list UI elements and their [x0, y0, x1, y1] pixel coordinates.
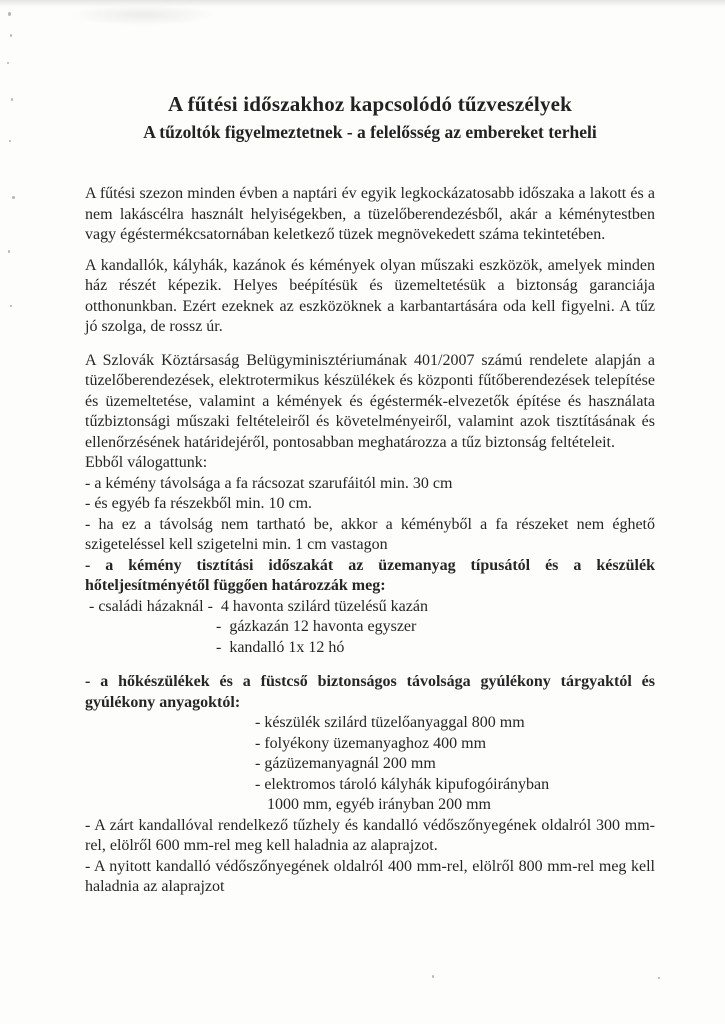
- scan-speck: [658, 977, 660, 979]
- intro-paragraph-1: A fűtési szezon minden évben a naptári év egyik legkockázatosabb időszaka a lakott és a nem lakáscélra használt helyiségekben, a tüzelőberendezésből, akár a kéménytestben vagy égéstermékcsatornában keletkező tüzek megnövekedett száma tekintetében.: [85, 185, 655, 243]
- open-fireplace-paragraph: - A nyitott kandalló védőszőnyegének oldalról 400 mm-rel, elölről 800 mm-rel meg kell haladnia az alaprajzot: [85, 857, 655, 895]
- closed-fireplace-paragraph: - A zárt kandallóval rendelkező tűzhely és kandalló védőszőnyegének oldalról 300 mm-rel, elölről 600 mm-rel meg kell haladnia az alaprajzot.: [85, 816, 655, 854]
- safe-distance-heading: - a hőkészülékek és a füstcső biztonságos távolsága gyúlékony tárgyaktól és gyúlékony anyagoktól:: [85, 673, 655, 711]
- document-title: A fűtési időszakhoz kapcsolódó tűzveszélyek: [167, 92, 573, 116]
- distance-liquid-fuel-line: - folyékony üzemanyaghoz 400 mm: [255, 734, 487, 752]
- distance-electric-stove-line: - elektromos tároló kályhák kipufogóirányban: [255, 775, 550, 793]
- selection-item-insulation: - ha ez a távolság nem tartható be, akkor a kéményből a fa részeket nem éghető szigeteléssel kell szigetelni min. 1 cm vastagon: [85, 515, 655, 553]
- distance-electric-stove-line-cont: 1000 mm, egyéb irányban 200 mm: [267, 796, 491, 813]
- selection-item-wood-parts: - és egyéb fa részekből min. 10 cm.: [85, 495, 313, 512]
- cleaning-gas-boiler-line: - gázkazán 12 havonta egyszer: [216, 618, 417, 635]
- selection-item-chimney-distance: - a kémény távolsága a fa rácsozat szarufáitól min. 30 cm: [85, 474, 453, 492]
- distance-gas-fuel-line: - gázüzemanyagnál 200 mm: [255, 755, 436, 772]
- scan-speck: [432, 975, 434, 978]
- cleaning-family-houses-line: - családi házaknál - 4 havonta szilárd tüzelésű kazán: [89, 597, 428, 615]
- intro-paragraph-3: A Szlovák Köztársaság Belügyminisztériumának 401/2007 számú rendelete alapján a tüzelőberendezések, elektrotermikus készülékek és központi fűtőberendezések telepítése és üzemeltetése, valamint a kémények és égéstermék-elvezetők építése és használata tűzbiztonsági műszaki feltételeiről és követelményeiről, valamint azok tisztításának és ellenőrzésének határidejéről, pontosabban meghatározza a tűz biztonság feltételeit.: [85, 351, 655, 451]
- distance-solid-fuel-line: - készülék szilárd tüzelőanyaggal 800 mm: [255, 714, 525, 731]
- cleaning-period-heading: - a kémény tisztítási időszakát az üzemanyag típusától és a készülék hőteljesítményétől függően határozzák meg:: [85, 556, 655, 594]
- document-subtitle: A tűzoltók figyelmeztetnek - a felelősség az embereket terheli: [143, 122, 597, 142]
- selection-heading: Ebből válogattunk:: [85, 454, 208, 471]
- intro-paragraph-2: A kandallók, kályhák, kazánok és kémények olyan műszaki eszközök, amelyek minden ház részét képezik. Helyes beépítésük és üzemeltetésük a biztonság garanciája otthonunkban. Ezért ezeknek az eszközöknek a karbantartására oda kell figyelni. A tűz jó szolga, de rossz úr.: [85, 256, 655, 335]
- cleaning-fireplace-line: - kandalló 1x 12 hó: [216, 638, 345, 656]
